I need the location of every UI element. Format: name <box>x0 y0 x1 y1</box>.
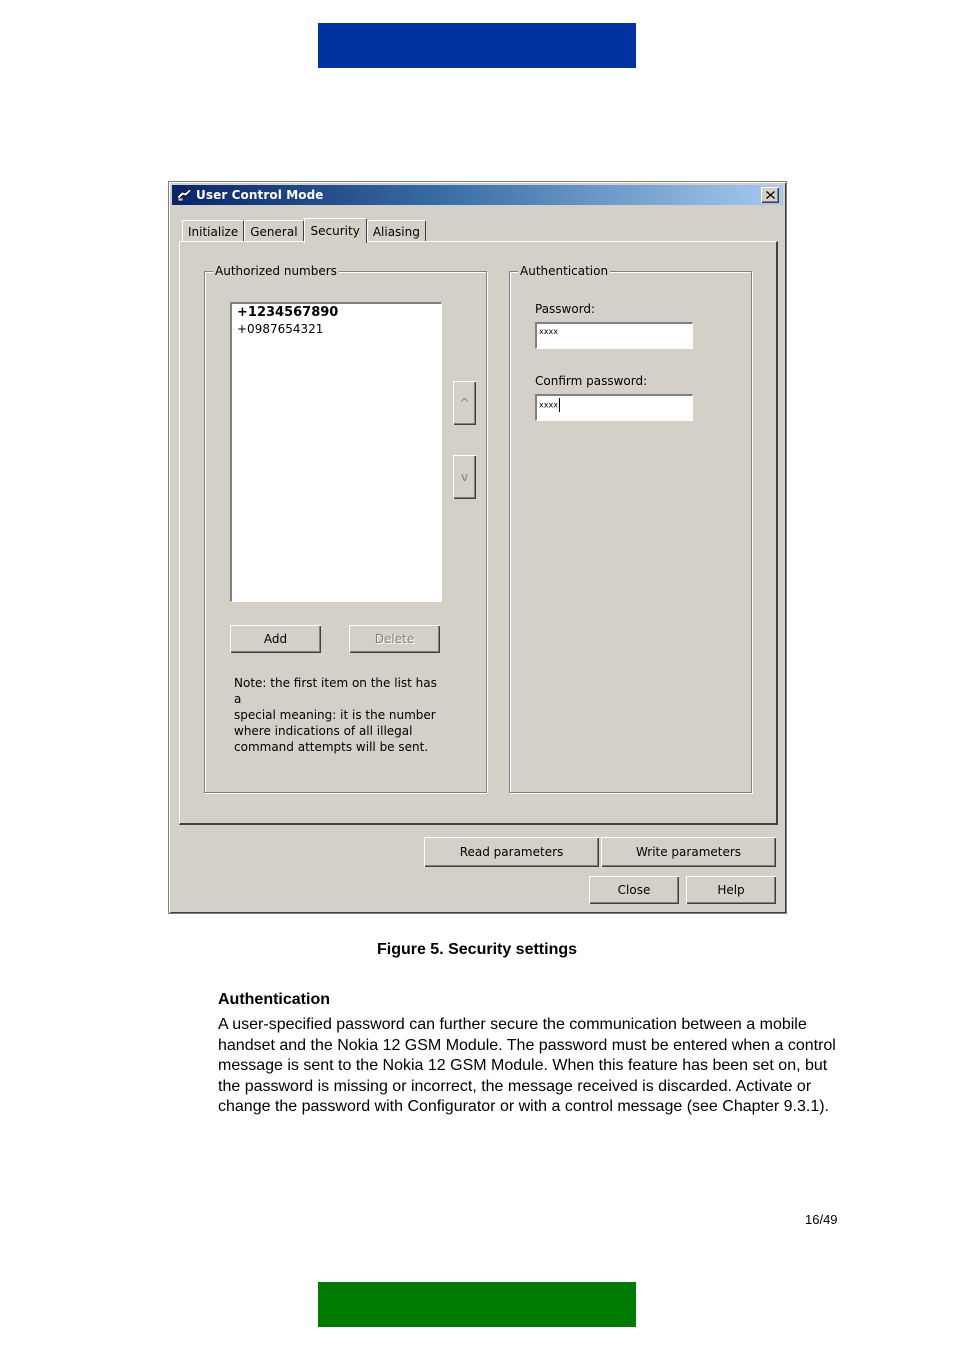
authorized-numbers-label: Authorized numbers <box>215 264 337 278</box>
password-field[interactable] <box>535 322 693 349</box>
password-value: xxxx <box>539 327 558 336</box>
page-number: 16/49 <box>805 1212 838 1227</box>
move-down-button[interactable] <box>453 455 476 499</box>
authentication-group <box>509 264 752 793</box>
tab-strip <box>182 217 426 242</box>
chevron-up-icon: ^ <box>459 396 470 410</box>
footer-band <box>318 1282 636 1327</box>
authorized-numbers-list[interactable] <box>230 302 442 602</box>
delete-button[interactable]: Delete <box>349 625 440 653</box>
text-caret <box>559 398 560 412</box>
write-parameters-button[interactable]: Write parameters <box>601 837 776 867</box>
move-up-button[interactable] <box>453 381 476 425</box>
list-note: Note: the first item on the list has a special meaning: it is the number where indications of all illegal command attempts will be sent. <box>234 676 437 754</box>
app-icon <box>176 188 192 202</box>
confirm-password-value: xxxx <box>539 400 558 410</box>
confirm-password-field[interactable] <box>535 394 693 421</box>
section-heading: Authentication <box>218 991 330 1008</box>
read-parameters-button[interactable]: Read parameters <box>424 837 599 867</box>
tab-aliasing[interactable]: Aliasing <box>367 220 426 242</box>
confirm-password-label: Confirm password: <box>535 374 648 388</box>
tab-initialize[interactable]: Initialize <box>182 220 244 242</box>
chevron-down-icon: v <box>460 470 469 484</box>
tab-security[interactable]: Security <box>304 218 367 243</box>
help-button[interactable]: Help <box>686 876 776 904</box>
list-item[interactable]: +1234567890 <box>237 305 339 320</box>
close-icon <box>766 191 775 199</box>
authentication-label: Authentication <box>520 264 609 278</box>
title-bar[interactable] <box>172 185 783 205</box>
header-band <box>318 23 636 68</box>
section-body: A user-specified password can further secure the communication between a mobile handset and the Nokia 12 GSM Module. The password must be entered when a control message is sent to the Nokia 12 GSM Module. When this feature has been set on, but the password is missing or incorrect, the message received is discarded. Activate or change the password with Configurator or with a control message (see Chapter 9.3.1). <box>218 1016 836 1115</box>
add-button[interactable]: Add <box>230 625 321 653</box>
close-dialog-button[interactable]: Close <box>589 876 679 904</box>
dialog-title: User Control Mode <box>196 188 324 202</box>
tab-general[interactable]: General <box>244 220 303 242</box>
figure-caption: Figure 5. Security settings <box>376 941 578 958</box>
close-button[interactable] <box>761 187 779 203</box>
user-control-mode-dialog <box>168 181 787 914</box>
password-label: Password: <box>535 302 596 316</box>
list-item[interactable]: +0987654321 <box>237 322 324 336</box>
